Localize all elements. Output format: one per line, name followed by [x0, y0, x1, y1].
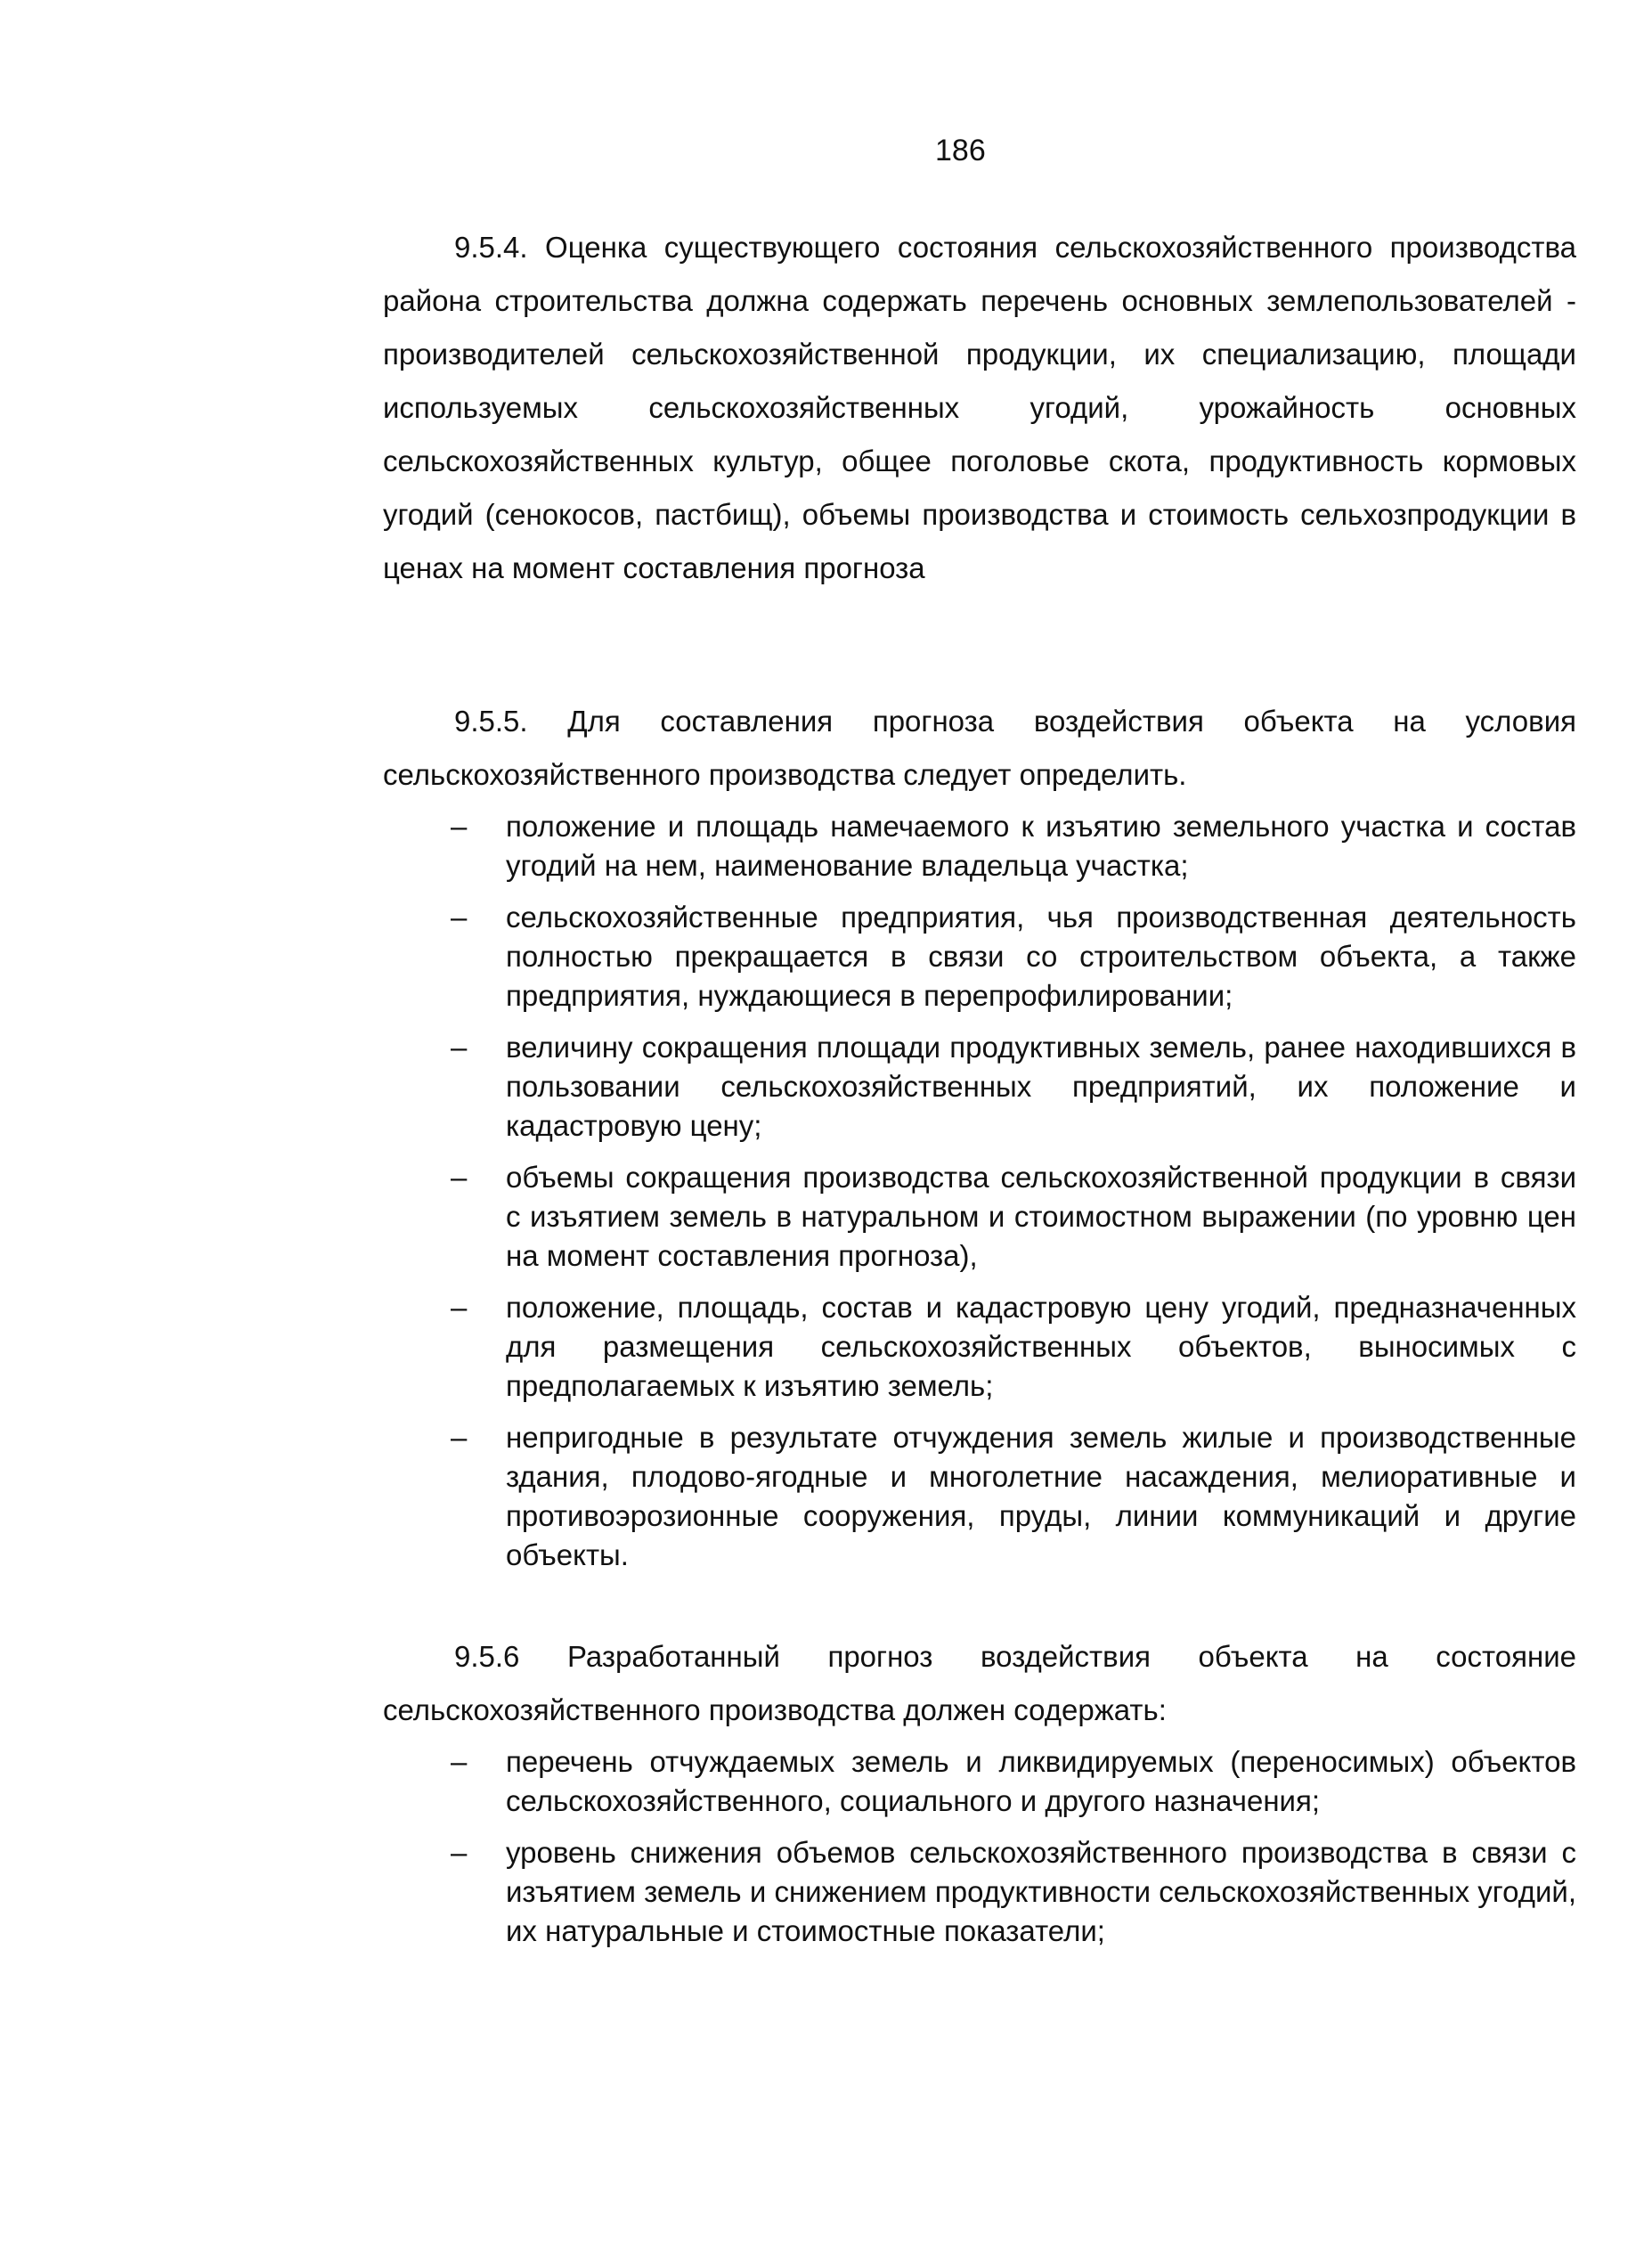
list-item-text: сельскохозяйственные предприятия, чья производственная деятельность полностью прекращается в связи со строительством объекта, а также предприятия, нуждающиеся в перепрофилировании; — [506, 901, 1576, 1012]
section-9-5-6-list — [383, 1742, 1576, 1951]
list-item-text: положение, площадь, состав и кадастровую цену угодий, предназначенных для размещения сельскохозяйственных объектов, выносимых с предполагаемых к изъятию земель; — [506, 1291, 1576, 1402]
list-item — [383, 1742, 1576, 1821]
list-item-text: непригодные в результате отчуждения земель жилые и производственные здания, плодово-ягодные и многолетние насаждения, мелиоративные и противоэрозионные сооружения, пруды, линии коммуникаций и другие объекты. — [506, 1421, 1576, 1571]
section-9-5-4 — [383, 221, 1576, 595]
section-9-5-5-list — [383, 807, 1576, 1575]
section-9-5-4-text: 9.5.4. Оценка существующего состояния сельскохозяйственного производства района строительства должна содержать перечень основных землепользователей - производителей сельскохозяйственной продукции, их специализацию, площади используемых сельскохозяйственных угодий, урожайность основных сельскохозяйственных культур, общее поголовье скота, продуктивность кормовых угодий (сенокосов, пастбищ), объемы производства и стоимость сельхозпродукции в ценах на момент составления прогноза — [383, 231, 1576, 584]
list-item — [383, 1833, 1576, 1951]
dash-bullet: – — [451, 901, 468, 934]
list-item — [383, 807, 1576, 885]
section-9-5-6-intro: 9.5.6 Разработанный прогноз воздействия объекта на состояние сельскохозяйственного производства должен содержать: — [383, 1640, 1576, 1726]
list-item — [383, 1418, 1576, 1575]
dash-bullet: – — [451, 1421, 468, 1454]
dash-bullet: – — [451, 1031, 468, 1064]
list-item-text: уровень снижения объемов сельскохозяйственного производства в связи с изъятием земель и снижением продуктивности сельскохозяйственных угодий, их натуральные и стоимостные показатели; — [506, 1836, 1576, 1947]
list-item-text: величину сокращения площади продуктивных земель, ранее находившихся в пользовании сельскохозяйственных предприятий, их положение и кадастровую цену; — [506, 1031, 1576, 1142]
dash-bullet: – — [451, 810, 468, 843]
page-number: 186 — [935, 134, 986, 167]
section-9-5-6 — [383, 1630, 1576, 1963]
list-item-text: объемы сокращения производства сельскохозяйственной продукции в связи с изъятием земель в натуральном и стоимостном выражении (по уровню цен на момент составления прогноза), — [506, 1161, 1576, 1272]
dash-bullet: – — [451, 1836, 468, 1869]
dash-bullet: – — [451, 1291, 468, 1324]
list-item — [383, 1028, 1576, 1146]
list-item — [383, 1288, 1576, 1406]
dash-bullet: – — [451, 1161, 468, 1194]
list-item — [383, 1158, 1576, 1276]
list-item — [383, 898, 1576, 1015]
dash-bullet: – — [451, 1745, 468, 1778]
section-9-5-5 — [383, 695, 1576, 1587]
list-item-text: перечень отчуждаемых земель и ликвидируемых (переносимых) объектов сельскохозяйственного, социального и другого назначения; — [506, 1745, 1576, 1817]
list-item-text: положение и площадь намечаемого к изъятию земельного участка и состав угодий на нем, наименование владельца участка; — [506, 810, 1576, 882]
section-9-5-5-intro: 9.5.5. Для составления прогноза воздействия объекта на условия сельскохозяйственного производства следует определить. — [383, 705, 1576, 791]
